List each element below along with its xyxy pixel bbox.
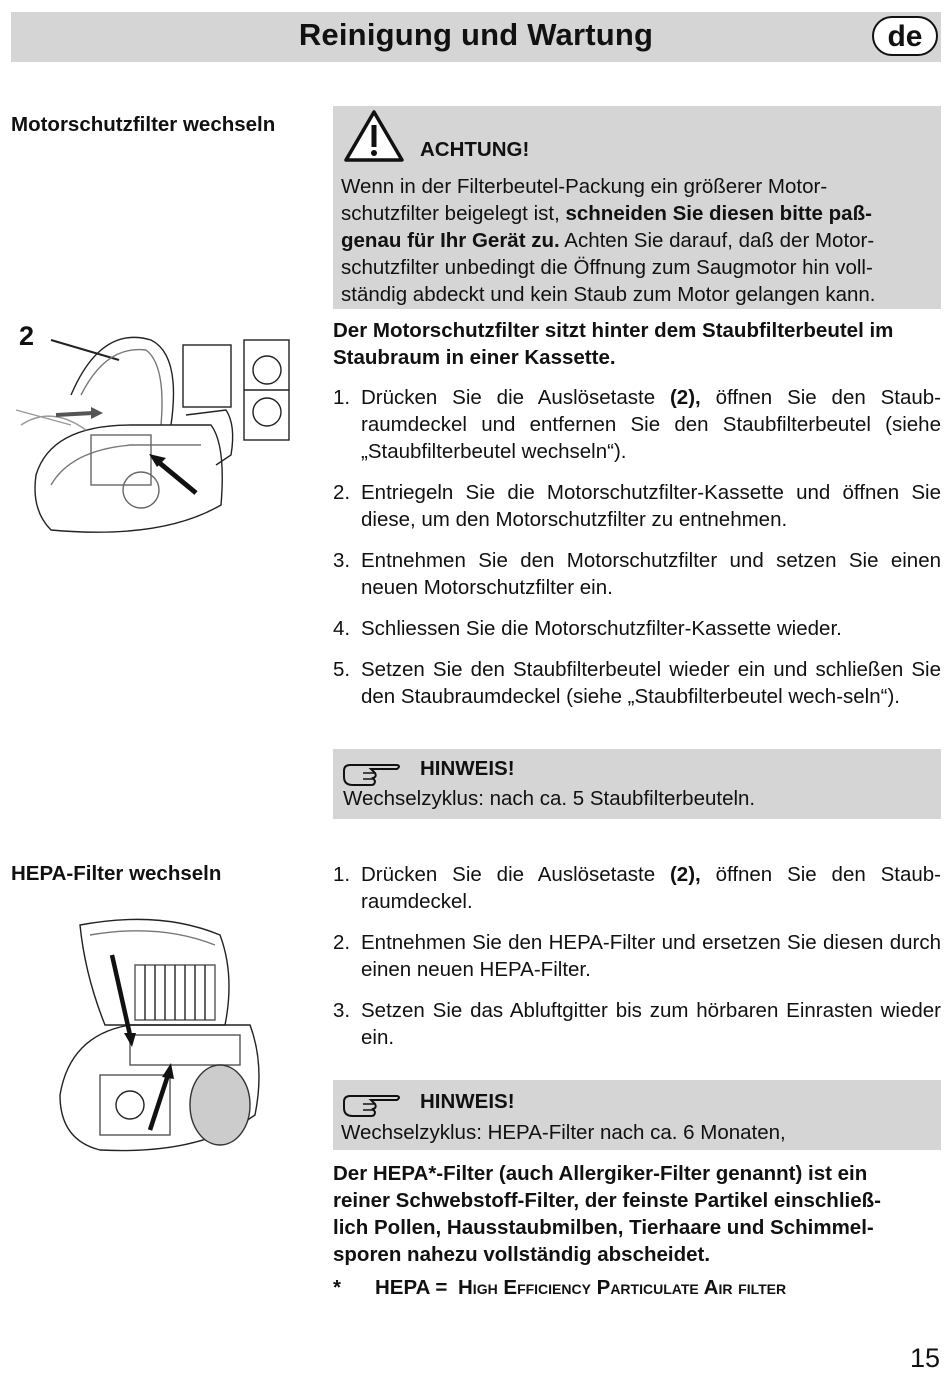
step-text: Drücken Sie die Auslösetaste bbox=[361, 386, 670, 409]
intro-line: Der Motorschutzfilter sitzt hinter dem Staubfilterbeutel im bbox=[333, 319, 894, 342]
step-text: Setzen Sie den Staubfilterbeutel wieder ein und schließen Sie den Staubraumdeckel (siehe „Staubfilterbeutel wech-seln“). bbox=[361, 658, 941, 708]
step-button-ref: (2), bbox=[669, 863, 701, 886]
warning-line: schutzfilter unbedingt die Öffnung zum Saugmotor hin voll- bbox=[341, 256, 873, 279]
page-title: Reinigung und Wartung bbox=[298, 17, 654, 52]
step-text: Schliessen Sie die Motorschutzfilter-Kassette wieder. bbox=[361, 617, 842, 640]
note-title: HINWEIS! bbox=[420, 1090, 515, 1113]
section-heading-hepa-filter: HEPA-Filter wechseln bbox=[11, 862, 222, 885]
list-item bbox=[333, 547, 941, 601]
list-item bbox=[333, 615, 941, 642]
step-number: 3. bbox=[333, 999, 351, 1022]
pointing-hand-icon bbox=[341, 759, 403, 789]
footnote-term: HEPA = bbox=[375, 1276, 448, 1299]
intro-line: Staubraum in einer Kassette. bbox=[333, 346, 616, 369]
vacuum-drawing bbox=[11, 315, 326, 550]
step-text: Setzen Sie das Abluftgitter bis zum hörbaren Einrasten wieder ein. bbox=[361, 999, 941, 1049]
step-number: 5. bbox=[333, 658, 351, 681]
motor-filter-intro bbox=[333, 317, 943, 371]
list-item bbox=[333, 656, 941, 710]
warning-text-normal: schutzfilter beigelegt ist, bbox=[341, 202, 566, 225]
step-text: Entnehmen Sie den HEPA-Filter und ersetzen Sie diesen durch einen neuen HEPA-Filter. bbox=[361, 931, 941, 981]
hepa-description bbox=[333, 1160, 943, 1268]
hepa-description-line: reiner Schwebstoff-Filter, der feinste Partikel einschließ- bbox=[333, 1189, 881, 1212]
warning-text-normal: Achten Sie darauf, daß der Motor- bbox=[559, 229, 875, 252]
footnote-mark: * bbox=[333, 1276, 341, 1299]
motor-filter-illustration bbox=[11, 315, 326, 550]
warning-line: ständig abdeckt und kein Staub zum Motor gelangen kann. bbox=[341, 283, 876, 306]
step-text: Drücken Sie die Auslösetaste bbox=[361, 863, 670, 886]
warning-text-bold: genau für Ihr Gerät zu. bbox=[341, 229, 560, 252]
hepa-description-line: Der HEPA*-Filter (auch Allergiker-Filter genannt) ist ein bbox=[333, 1162, 868, 1185]
warning-triangle-icon bbox=[343, 109, 405, 163]
vacuum-hepa-drawing bbox=[50, 915, 270, 1175]
step-button-ref: (2), bbox=[669, 386, 701, 409]
note-text: Wechselzyklus: HEPA-Filter nach ca. 6 Monaten, bbox=[341, 1121, 786, 1144]
step-text: öffnen Sie den Staub-raumdeckel und entfernen Sie den Staubfilterbeutel (siehe „Staubfilterbeutel wechseln“). bbox=[361, 386, 941, 463]
hepa-filter-steps bbox=[333, 861, 941, 1051]
step-number: 2. bbox=[333, 481, 351, 504]
list-item bbox=[333, 479, 941, 533]
step-number: 1. bbox=[333, 386, 351, 409]
list-item bbox=[333, 384, 941, 465]
list-item bbox=[333, 997, 941, 1051]
step-text: Entnehmen Sie den Motorschutzfilter und setzen Sie einen neuen Motorschutzfilter ein. bbox=[361, 549, 941, 599]
step-number: 3. bbox=[333, 549, 351, 572]
section-heading-motor-filter: Motorschutzfilter wechseln bbox=[11, 113, 276, 136]
warning-text bbox=[341, 173, 937, 308]
step-number: 1. bbox=[333, 863, 351, 886]
page-number: 15 bbox=[909, 1343, 940, 1373]
hepa-description-line: sporen nahezu vollständig abscheidet. bbox=[333, 1243, 711, 1266]
warning-text-bold: schneiden Sie diesen bitte paß- bbox=[565, 202, 872, 225]
hepa-filter-illustration bbox=[50, 915, 270, 1175]
note-box bbox=[333, 749, 941, 819]
language-badge: de bbox=[872, 16, 938, 56]
note-box bbox=[333, 1080, 941, 1150]
hepa-description-line: lich Pollen, Hausstaubmilben, Tierhaare und Schimmel- bbox=[333, 1216, 874, 1239]
note-text: Wechselzyklus: nach ca. 5 Staubfilterbeuteln. bbox=[343, 787, 756, 810]
list-item bbox=[333, 929, 941, 983]
pointing-hand-icon bbox=[341, 1090, 403, 1120]
warning-line: Wenn in der Filterbeutel-Packung ein größerer Motor- bbox=[341, 175, 828, 198]
footnote-expansion: High Efficiency Particulate Air filter bbox=[458, 1276, 787, 1299]
note-title: HINWEIS! bbox=[420, 757, 515, 780]
warning-line bbox=[341, 227, 937, 254]
motor-filter-steps bbox=[333, 384, 941, 710]
warning-box bbox=[333, 106, 941, 309]
step-number: 4. bbox=[333, 617, 351, 640]
step-text: Entriegeln Sie die Motorschutzfilter-Kassette und öffnen Sie diese, um den Motorschutzfilter zu entnehmen. bbox=[361, 481, 941, 531]
warning-line bbox=[341, 200, 937, 227]
list-item bbox=[333, 861, 941, 915]
figure-label: 2 bbox=[19, 321, 35, 351]
step-text: öffnen Sie den Staub-raumdeckel. bbox=[361, 863, 941, 913]
page-header bbox=[11, 12, 941, 62]
warning-title: ACHTUNG! bbox=[420, 138, 530, 161]
step-number: 2. bbox=[333, 931, 351, 954]
